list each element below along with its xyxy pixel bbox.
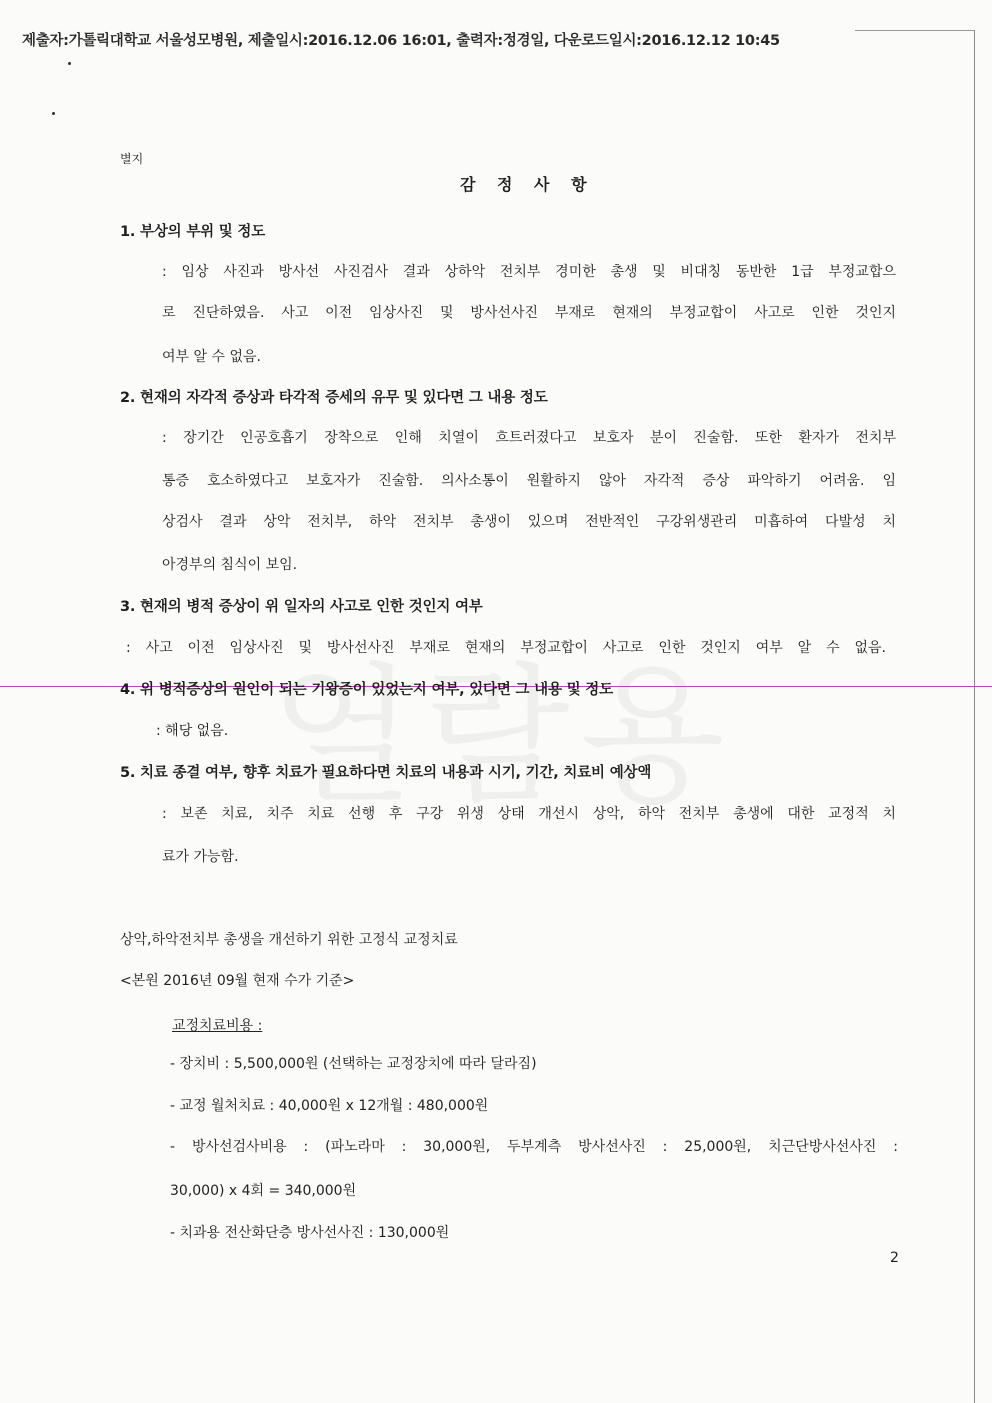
section-body-line: : 해당 없음.: [156, 723, 229, 739]
section-body-line: : 장기간 인공호흡기 장착으로 인해 치열이 흐트러졌다고 보호자 분이 진술함. 또한 환자가 전치부: [162, 430, 896, 446]
section-body-line: 여부 알 수 없음.: [162, 349, 261, 365]
section-body-line: : 사고 이전 임상사진 및 방사선사진 부재로 현재의 부정교합이 사고로 인한 것인지 여부 알 수 없음.: [126, 640, 886, 656]
section-heading: 2. 현재의 자각적 증상과 타각적 증세의 유무 및 있다면 그 내용 정도: [120, 390, 548, 406]
treatment-intro: 상악,하악전치부 총생을 개선하기 위한 고정식 교정치료: [120, 932, 458, 948]
scan-speck: [52, 112, 55, 115]
submission-header: 제출자:가톨릭대학교 서울성모병원, 제출일시:2016.12.06 16:01, 출력자:정경일, 다운로드일시:2016.12.12 10:45: [22, 33, 780, 49]
page-number: 2: [890, 1250, 899, 1266]
annex-label: 별지: [120, 152, 144, 166]
section-body-line: 통증 호소하였다고 보호자가 진술함. 의사소통이 원활하지 않아 자각적 증상 파악하기 어려움. 임: [162, 473, 896, 489]
header-rule: [855, 30, 975, 31]
cost-item: - 방사선검사비용 : (파노라마 : 30,000원, 두부계측 방사선사진 : 25,000원, 치근단방사선사진 :: [170, 1139, 898, 1155]
section-heading: 5. 치료 종결 여부, 향후 치료가 필요하다면 치료의 내용과 시기, 기간, 치료비 예상액: [120, 765, 652, 781]
cost-item: - 교정 월처치료 : 40,000원 x 12개월 : 480,000원: [170, 1098, 489, 1114]
document-title: 감 정 사 항: [460, 175, 595, 194]
section-body-line: 료가 가능함.: [162, 849, 239, 865]
cost-heading: 교정치료비용 :: [172, 1018, 263, 1034]
section-body-line: 아경부의 침식이 보임.: [162, 557, 298, 573]
section-body-line: 상검사 결과 상악 전치부, 하악 전치부 총생이 있으며 전반적인 구강위생관리 미흡하여 다발성 치: [162, 514, 896, 530]
cost-item: - 치과용 전산화단층 방사선사진 : 130,000원: [170, 1225, 450, 1241]
section-body-line: 로 진단하였음. 사고 이전 임상사진 및 방사선사진 부재로 현재의 부정교합이 사고로 인한 것인지: [162, 305, 896, 321]
section-body-line: : 보존 치료, 치주 치료 선행 후 구강 위생 상태 개선시 상악, 하악 전치부 총생에 대한 교정적 치: [162, 806, 896, 822]
section-heading: 3. 현재의 병적 증상이 위 일자의 사고로 인한 것인지 여부: [120, 599, 483, 615]
section-heading: 4. 위 병적증상의 원인이 되는 기왕증이 있었는지 여부, 있다면 그 내용 및 정도: [120, 682, 613, 698]
fee-basis: <본원 2016년 09월 현재 수가 기준>: [120, 973, 355, 989]
section-heading: 1. 부상의 부위 및 정도: [120, 224, 266, 240]
cost-item: - 장치비 : 5,500,000원 (선택하는 교정장치에 따라 달라짐): [170, 1056, 537, 1072]
scan-speck: [68, 62, 71, 65]
page-edge-line: [974, 30, 975, 1403]
cost-item-continued: 30,000) x 4회 = 340,000원: [170, 1183, 357, 1199]
section-body-line: : 임상 사진과 방사선 사진검사 결과 상하악 전치부 경미한 총생 및 비대칭 동반한 1급 부정교합으: [162, 264, 896, 280]
